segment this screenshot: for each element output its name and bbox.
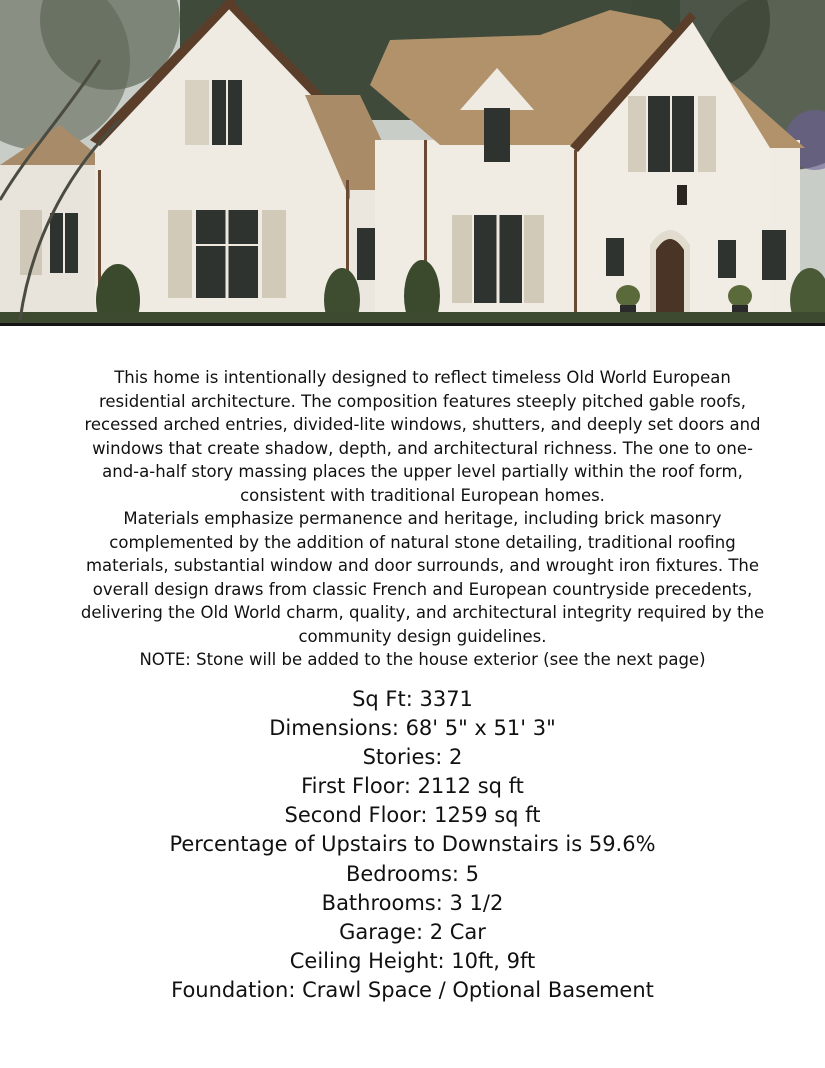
description: [80, 366, 765, 672]
spec-first-floor: First Floor: 2112 sq ft: [301, 774, 524, 799]
specifications-list: [20, 685, 805, 1005]
spec-second-floor: Second Floor: 1259 sq ft: [284, 803, 541, 828]
spec-sq-ft: Sq Ft: 3371: [352, 687, 473, 711]
house-exterior-image: [0, 0, 825, 326]
spec-bathrooms: Bathrooms: 3 1/2: [321, 890, 504, 915]
description-paragraph: This home is intentionally designed to reflect timeless Old World European residential architecture. The composition features steeply pitched gable roofs, recessed arched entries, divided-lite windows, shutters, and deeply set doors and windows that create shadow, depth, and architectural richness. The one to one-and-a-half story massing places the upper level partially within the roof form, consistent with traditional European homes.: [84, 368, 761, 505]
spec-stories: Stories: 2: [362, 745, 463, 770]
spec-upstairs-percentage: Percentage of Upstairs to Downstairs is 59.6%: [169, 832, 656, 857]
spec-dimensions: Dimensions: 68' 5" x 51' 3": [269, 716, 556, 741]
description-paragraph: Materials emphasize permanence and heritage, including brick masonry complemented by the addition of natural stone detailing, traditional roofing materials, substantial window and door surrounds, and wrought iron fixtures. The overall design draws from classic French and European countryside precedents, delivering the Old World charm, quality, and architectural integrity required by the community design guidelines.: [80, 509, 765, 646]
spec-foundation: Foundation: Crawl Space / Optional Basement: [171, 977, 654, 1002]
spec-garage: Garage: 2 Car: [339, 919, 486, 944]
description-note: NOTE: Stone will be added to the house exterior (see the next page): [139, 650, 706, 669]
spec-ceiling-height: Ceiling Height: 10ft, 9ft: [289, 948, 536, 973]
spec-bedrooms: Bedrooms: 5: [345, 861, 480, 886]
divider-line: [0, 323, 825, 326]
